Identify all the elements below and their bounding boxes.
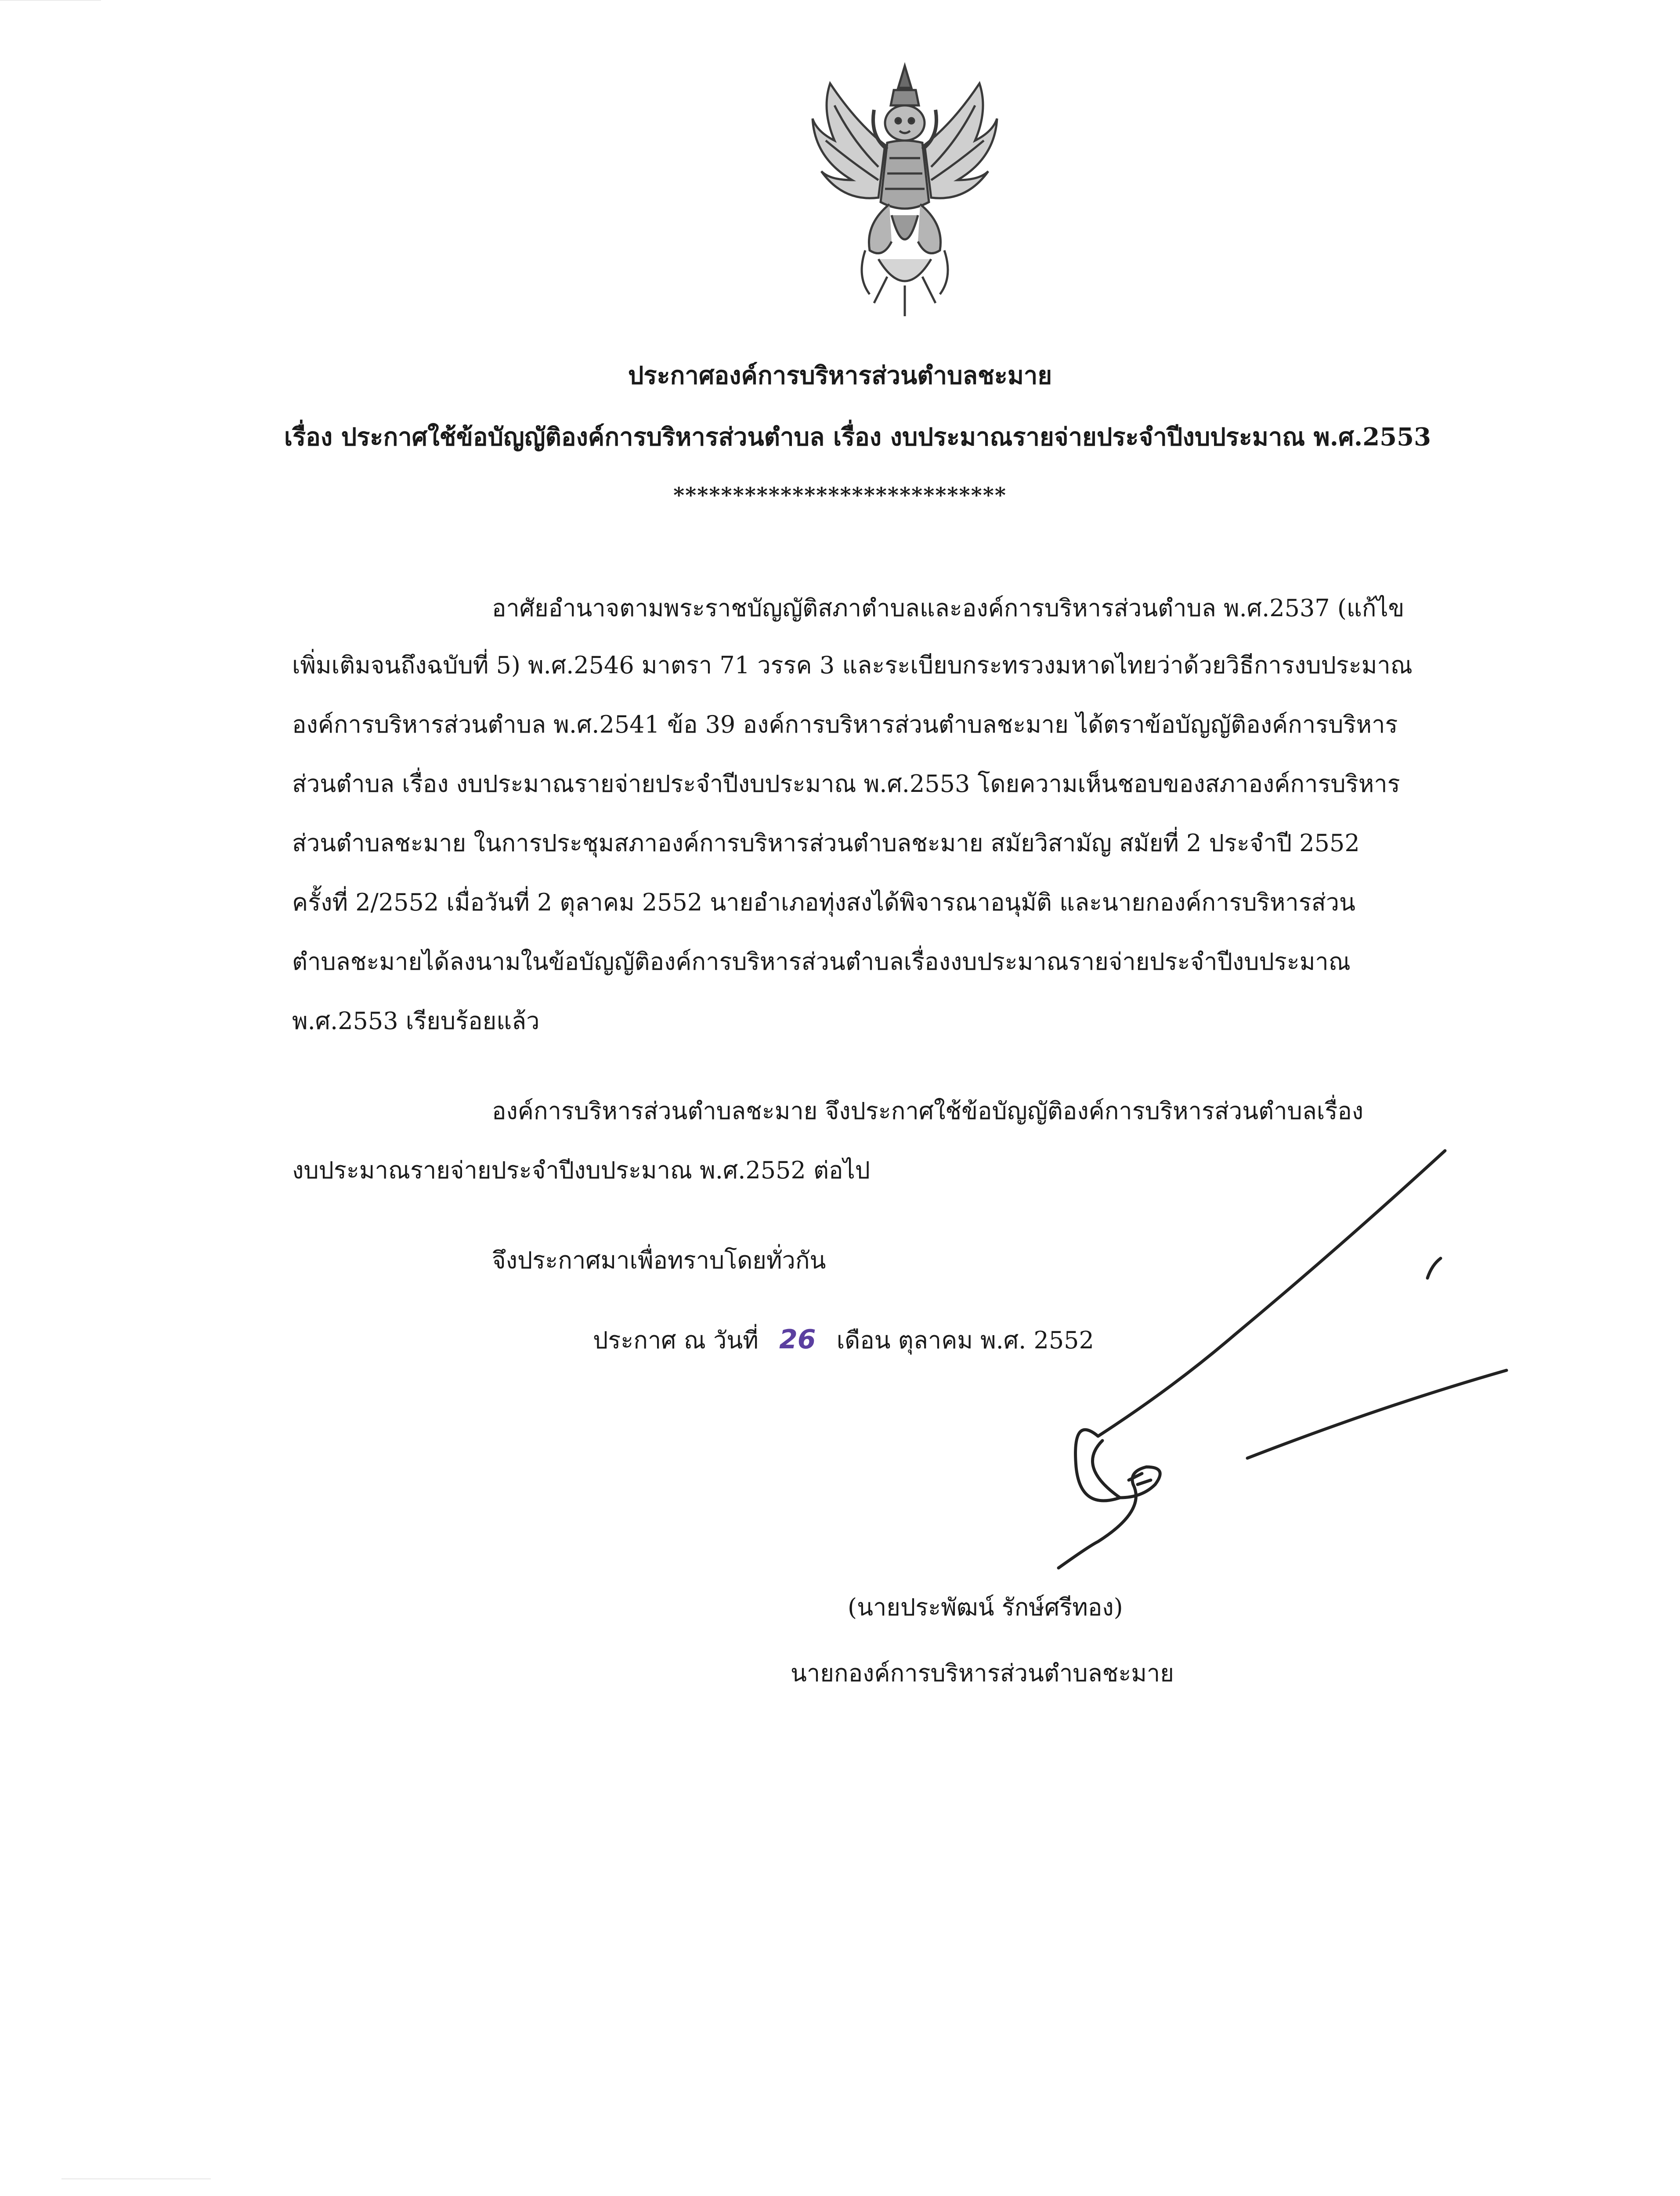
scan-mark xyxy=(61,2178,211,2179)
paragraph-line: ครั้งที่ 2/2552 เมื่อวันที่ 2 ตุลาคม 2552 นายอำเภอทุ่งสงได้พิจารณาอนุมัติ และนายกองค์การบริหารส่วน xyxy=(292,889,1355,916)
announcement-subject: เรื่อง ประกาศใช้ข้อบัญญัติองค์การบริหารส่วนตำบล เรื่อง งบประมาณรายจ่ายประจำปีงบประมาณ พ.ศ.2553 xyxy=(284,423,1431,451)
closing-statement: จึงประกาศมาเพื่อทราบโดยทั่วกัน xyxy=(492,1246,826,1274)
signer-position: นายกองค์การบริหารส่วนตำบลชะมาย xyxy=(791,1659,1174,1687)
separator: **************************** xyxy=(673,483,1007,508)
handwritten-day: 26 xyxy=(779,1324,816,1355)
paragraph-line: เพิ่มเติมจนถึงฉบับที่ 5) พ.ศ.2546 มาตรา 71 วรรค 3 และระเบียบกระทรวงมหาดไทยว่าด้วยวิธีการงบประมาณ xyxy=(292,651,1413,679)
paragraph-line: ตำบลชะมายได้ลงนามในข้อบัญญัติองค์การบริหารส่วนตำบลเรื่องงบประมาณรายจ่ายประจำปีงบประมาณ xyxy=(292,948,1351,975)
paragraph-line: องค์การบริหารส่วนตำบลชะมาย จึงประกาศใช้ข้อบัญญัติองค์การบริหารส่วนตำบลเรื่อง xyxy=(492,1097,1364,1125)
paragraph-line: ส่วนตำบล เรื่อง งบประมาณรายจ่ายประจำปีงบประมาณ พ.ศ.2553 โดยความเห็นชอบของสภาองค์การบริหาร xyxy=(292,770,1400,798)
paragraph-line: องค์การบริหารส่วนตำบล พ.ศ.2541 ข้อ 39 องค์การบริหารส่วนตำบลชะมาย ได้ตราข้อบัญญัติองค์การบริหาร xyxy=(292,711,1398,738)
date-prefix: ประกาศ ณ วันที่ xyxy=(593,1326,759,1354)
garuda-emblem-icon xyxy=(804,57,1006,321)
announcement-title: ประกาศองค์การบริหารส่วนตำบลชะมาย xyxy=(628,361,1052,390)
scan-mark xyxy=(0,0,101,1)
paragraph-line: พ.ศ.2553 เรียบร้อยแล้ว xyxy=(292,1007,540,1035)
paragraph-line: งบประมาณรายจ่ายประจำปีงบประมาณ พ.ศ.2552 ต่อไป xyxy=(292,1156,870,1184)
signer-name: (นายประพัฒน์ รักษ์ศรีทอง) xyxy=(848,1593,1123,1621)
handwritten-signature xyxy=(988,1133,1537,1572)
paragraph-line: ส่วนตำบลชะมาย ในการประชุมสภาองค์การบริหารส่วนตำบลชะมาย สมัยวิสามัญ สมัยที่ 2 ประจำปี 2552 xyxy=(292,829,1360,857)
date-suffix: เดือน ตุลาคม พ.ศ. 2552 xyxy=(836,1326,1094,1354)
paragraph-line: อาศัยอำนาจตามพระราชบัญญัติสภาตำบลและองค์การบริหารส่วนตำบล พ.ศ.2537 (แก้ไข xyxy=(492,594,1405,622)
